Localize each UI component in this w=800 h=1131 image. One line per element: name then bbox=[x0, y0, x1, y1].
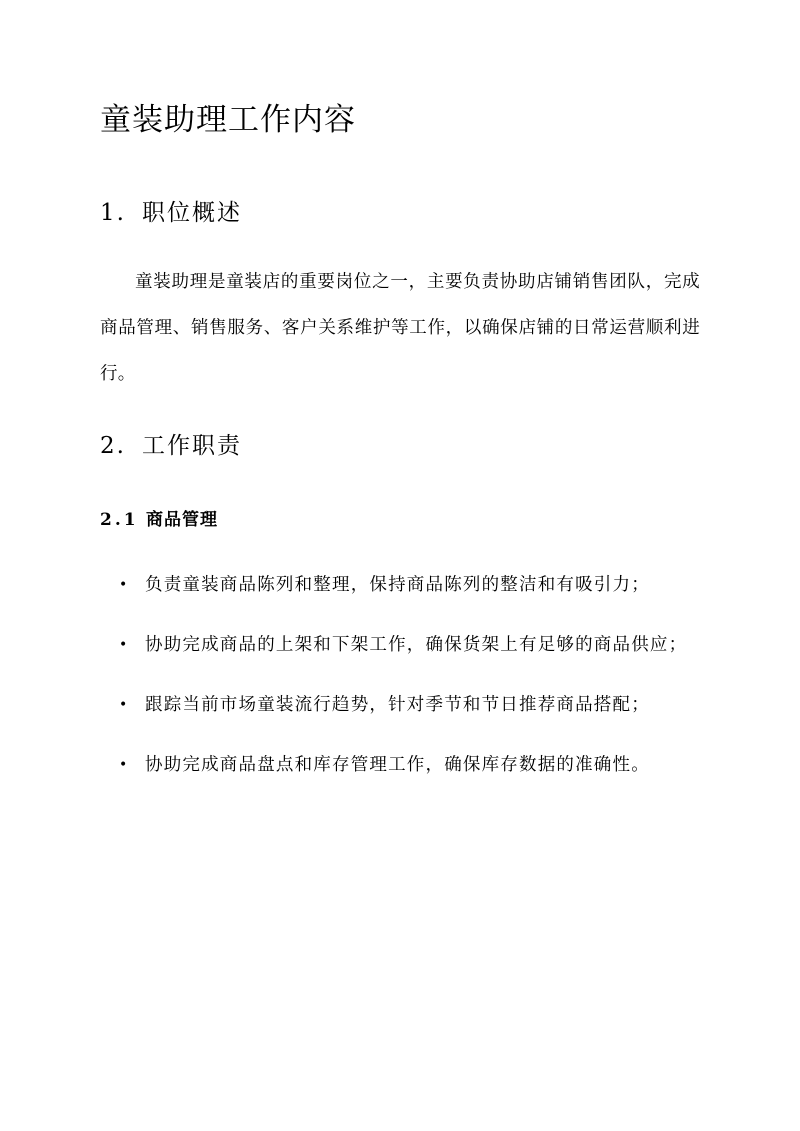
section-heading-overview bbox=[100, 195, 242, 231]
document-title: 童装助理工作内容 bbox=[100, 102, 356, 138]
list-item-text: 协助完成商品的上架和下架工作，确保货架上有足够的商品供应； bbox=[145, 635, 688, 655]
bullet-icon: • bbox=[119, 697, 129, 713]
list-item bbox=[100, 618, 700, 672]
list-item-text: 跟踪当前市场童装流行趋势，针对季节和节日推荐商品搭配； bbox=[145, 695, 650, 715]
section-heading-duties bbox=[100, 428, 242, 464]
list-item bbox=[100, 738, 700, 792]
subsection-title: 商品管理 bbox=[146, 510, 218, 530]
subsection-number: 2.1 bbox=[100, 510, 139, 530]
duties-bullet-list bbox=[100, 558, 700, 798]
overview-paragraph: 童装助理是童装店的重要岗位之一，主要负责协助店铺销售团队，完成商品管理、销售服务、客户关系维护等工作，以确保店铺的日常运营顺利进行。 bbox=[100, 272, 700, 384]
bullet-icon: • bbox=[119, 577, 129, 593]
list-item-text: 协助完成商品盘点和库存管理工作，确保库存数据的准确性。 bbox=[145, 755, 650, 775]
section-number: 1. bbox=[100, 200, 126, 226]
bullet-icon: • bbox=[119, 637, 129, 653]
subsection-heading-product-management bbox=[100, 506, 218, 534]
list-item bbox=[100, 558, 700, 612]
section-title: 工作职责 bbox=[142, 433, 242, 459]
bullet-icon: • bbox=[119, 757, 129, 773]
section-number: 2. bbox=[100, 433, 126, 459]
list-item-text: 负责童装商品陈列和整理，保持商品陈列的整洁和有吸引力； bbox=[145, 575, 650, 595]
list-item bbox=[100, 678, 700, 732]
section-title: 职位概述 bbox=[142, 200, 242, 226]
